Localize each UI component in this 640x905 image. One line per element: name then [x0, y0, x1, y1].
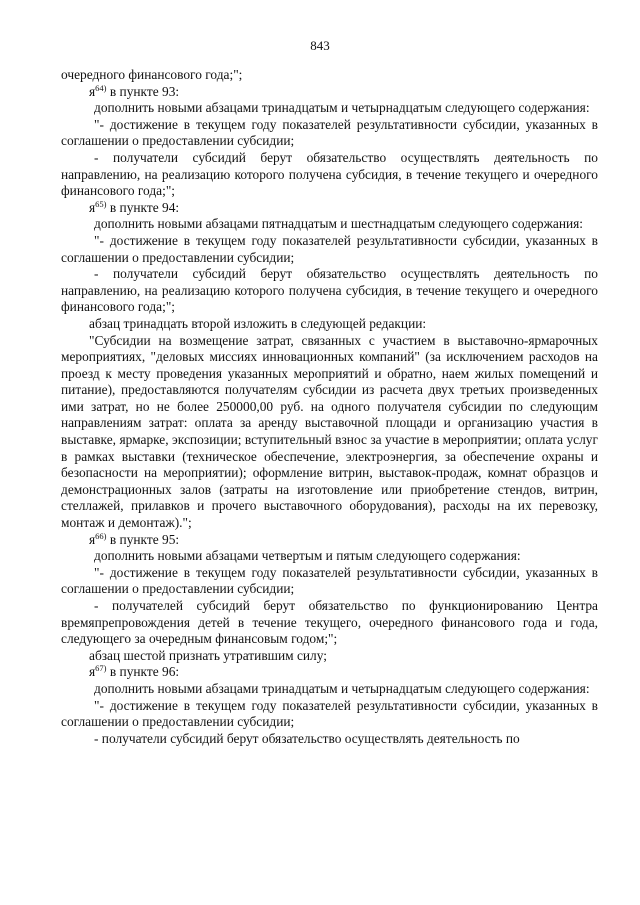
document-body — [61, 67, 598, 747]
item-text: в пункте 93: — [106, 83, 180, 99]
paragraph: "- достижение в текущем году показателей результативности субсидии, указанных в соглашении о предоставлении субсидии; — [61, 697, 598, 730]
paragraph: "- достижение в текущем году показателей результативности субсидии, указанных в соглашении о предоставлении субсидии; — [61, 232, 598, 265]
item-number: 66) — [95, 530, 107, 541]
paragraph: "Субсидии на возмещение затрат, связанных с участием в выставочно-ярмарочных мероприятиях, "деловых миссиях инновационных компаний" (за исключением расходов на проезд к месту проведения указанных мероприятий и обратно, наем жилых помещений и питание), предоставляются получателям субсидии из расчета двух третьих произведенных ими затрат, но не более 250000,00 руб. на одного получателя субсидии по следующим направлениям затрат: оплата за аренду выставочной площади и организацию участия в выставке, ярмарке, экспозиции; вступительный взнос за участие в мероприятии; оплата услуг в рамках выставки (техническое обеспечение, электроэнергия, за обеспечение охраны и безопасности на мероприятии); оформление витрин, выставок-продаж, комнат образцов и демонстрационных залов (затраты на изготовление или приобретение стендов, витрин, стеллажей, прилавков и прочего выставочного оборудования), расходы на их перевозку, монтаж и демонтаж)."; — [61, 332, 598, 531]
paragraph: - получатели субсидий берут обязательство осуществлять деятельность по направлению, на реализацию которого получена субсидия, в течение текущего и очередного финансового года;"; — [61, 266, 598, 315]
paragraph: - получатели субсидий берут обязательство осуществлять деятельность по — [94, 730, 520, 746]
paragraph: "- достижение в текущем году показателей результативности субсидии, указанных в соглашении о предоставлении субсидии; — [61, 116, 598, 149]
paragraph: - получателей субсидий берут обязательство по функционированию Центра времяпрепровождения детей в течение текущего, очередного финансового года и года, следующего за очередным финансовым годом;"; — [61, 598, 598, 647]
item-letter: я — [89, 664, 96, 680]
paragraph: абзац тринадцать второй изложить в следующей редакции: — [89, 315, 427, 331]
paragraph: дополнить новыми абзацами четвертым и пятым следующего содержания: — [94, 548, 521, 564]
list-item-heading — [61, 532, 598, 549]
paragraph: "- достижение в текущем году показателей результативности субсидии, указанных в соглашении о предоставлении субсидии; — [61, 564, 598, 597]
item-text: в пункте 94: — [106, 199, 180, 215]
item-text: в пункте 95: — [106, 531, 180, 547]
item-letter: я — [89, 199, 96, 215]
list-item-heading — [61, 200, 598, 217]
item-text: в пункте 96: — [106, 664, 180, 680]
item-letter: я — [89, 83, 96, 99]
page-number: 843 — [310, 38, 330, 53]
paragraph: дополнить новыми абзацами тринадцатым и четырнадцатым следующего содержания: — [94, 100, 590, 116]
item-letter: я — [89, 531, 96, 547]
paragraph: абзац шестой признать утратившим силу; — [89, 647, 327, 663]
paragraph: дополнить новыми абзацами пятнадцатым и шестнадцатым следующего содержания: — [94, 216, 584, 232]
item-number: 64) — [95, 82, 107, 93]
paragraph: - получатели субсидий берут обязательство осуществлять деятельность по направлению, на реализацию которого получена субсидия, в течение текущего и очередного финансового года;"; — [61, 149, 598, 199]
item-number: 65) — [95, 198, 107, 209]
list-item-heading — [61, 84, 598, 101]
paragraph: очередного финансового года;"; — [61, 67, 243, 82]
item-number: 67) — [95, 663, 107, 674]
paragraph: дополнить новыми абзацами тринадцатым и четырнадцатым следующего содержания: — [94, 680, 590, 696]
list-item-heading — [61, 664, 598, 681]
